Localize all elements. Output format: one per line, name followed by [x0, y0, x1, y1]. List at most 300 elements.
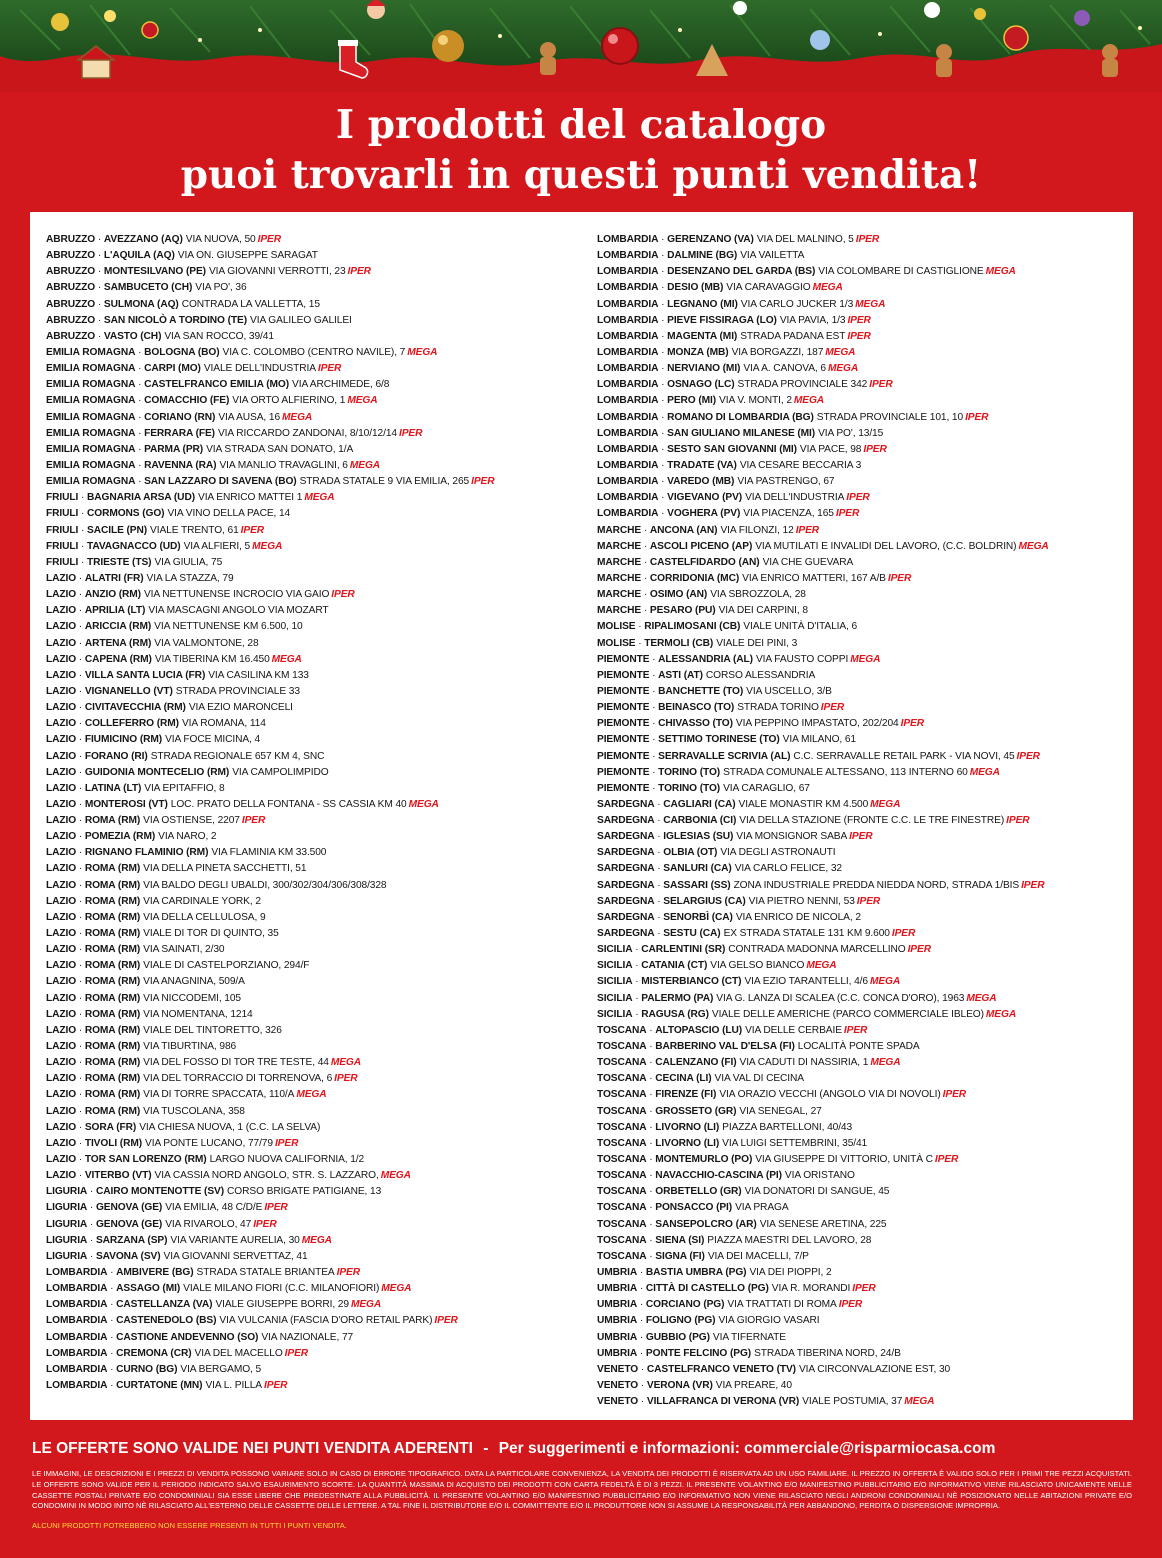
store-format-badge: MEGA: [271, 653, 302, 665]
store-separator: ·: [76, 685, 85, 697]
store-format-badge: IPER: [835, 508, 860, 520]
store-format-badge: IPER: [240, 524, 265, 536]
store-region: TOSCANA: [597, 1089, 647, 1101]
store-city: SARZANA (SP): [95, 1234, 168, 1246]
store-city: BARBERINO VAL D'ELSA (FI): [655, 1041, 795, 1053]
store-separator: ·: [76, 1024, 85, 1036]
store-separator: ·: [135, 395, 145, 407]
store-separator: ·: [87, 1218, 96, 1230]
store-separator: ·: [76, 976, 85, 988]
store-region: TOSCANA: [597, 1250, 647, 1262]
store-city: PERO (MI): [667, 395, 717, 407]
store-row: [46, 1039, 586, 1055]
store-row: [46, 1168, 586, 1184]
store-address: VIA ENRICO MATTEI 1: [198, 492, 303, 504]
store-separator: ·: [135, 363, 145, 375]
store-row: [46, 1249, 586, 1265]
store-row: [46, 1087, 586, 1103]
store-format-badge: MEGA: [793, 395, 825, 407]
store-separator: ·: [76, 960, 85, 972]
store-address: VIA SAINATI, 2/30: [143, 944, 225, 956]
title-line-1: I prodotti del catalogo: [335, 102, 827, 148]
store-address: VIA VINO DELLA PACE, 14: [167, 508, 291, 520]
store-address: VIA TIBURTINA, 986: [143, 1041, 237, 1053]
store-row: [46, 1265, 586, 1281]
store-format-badge: IPER: [934, 1154, 959, 1166]
store-city: FORANO (RI): [84, 750, 148, 762]
store-row: [46, 490, 586, 506]
store-city: CAPENA (RM): [84, 653, 152, 665]
store-region: TOSCANA: [597, 1073, 647, 1085]
store-row: [597, 297, 1127, 313]
store-separator: ·: [76, 1105, 85, 1117]
store-row: [597, 1394, 1127, 1410]
store-address: VIA GIUSEPPE DI VITTORIO, UNITÀ C: [755, 1154, 933, 1166]
store-address: VIA MILANO, 61: [782, 734, 856, 746]
store-separator: ·: [76, 1073, 85, 1085]
store-address: VIA GIORGIO VASARI: [718, 1315, 820, 1327]
store-address: VIA CASILINA KM 133: [208, 669, 309, 681]
store-format-badge: MEGA: [904, 1396, 935, 1408]
store-region: PIEMONTE: [597, 718, 650, 730]
store-city: FIRENZE (FI): [655, 1089, 717, 1101]
store-row: [597, 1023, 1127, 1039]
store-city: PIEVE FISSIRAGA (LO): [667, 314, 777, 326]
store-row: [46, 878, 586, 894]
store-separator: ·: [95, 314, 104, 326]
store-city: MISTERBIANCO (CT): [641, 976, 742, 988]
store-region: PIEMONTE: [597, 669, 650, 681]
store-region: FRIULI: [46, 508, 79, 520]
store-row: [597, 991, 1127, 1007]
store-city: VITERBO (VT): [84, 1170, 152, 1182]
store-separator: ·: [637, 1267, 646, 1278]
store-row: [46, 410, 586, 426]
store-region: ABRUZZO: [46, 330, 96, 342]
store-region: FRIULI: [46, 540, 79, 552]
store-separator: ·: [107, 1299, 117, 1311]
store-city: CASTELFRANCO VENETO (TV): [646, 1363, 796, 1375]
store-address: VIA RICCARDO ZANDONAI, 8/10/12/14: [217, 427, 397, 439]
store-format-badge: MEGA: [806, 960, 837, 972]
store-address: VIA FLAMINIA KM 33.500: [211, 847, 327, 859]
store-region: TOSCANA: [597, 1105, 647, 1117]
store-city: CHIVASSO (TO): [658, 718, 733, 730]
store-region: SICILIA: [597, 992, 633, 1004]
store-separator: ·: [638, 1363, 647, 1375]
store-address: VIA VAL DI CECINA: [714, 1073, 804, 1085]
store-format-badge: IPER: [434, 1315, 458, 1327]
store-address: VIA ARCHIMEDE, 6/8: [292, 379, 390, 391]
store-format-badge: IPER: [900, 718, 925, 730]
store-address: VIA CHIESA NUOVA, 1 (C.C. LA SELVA): [139, 1121, 321, 1133]
store-city: ASCOLI PICENO (AP): [649, 540, 753, 552]
store-format-badge: IPER: [795, 524, 820, 536]
store-city: PONSACCO (PI): [655, 1202, 733, 1214]
store-format-badge: MEGA: [330, 1057, 362, 1069]
store-region: FRIULI: [46, 492, 79, 504]
store-format-badge: IPER: [942, 1089, 967, 1101]
store-address: VIA DEGLI ASTRONAUTI: [720, 847, 836, 859]
store-address: VIA MUTILATI E INVALIDI DEL LAVORO, (C.C. BOLDRIN): [755, 540, 1017, 552]
store-row: [597, 636, 1127, 652]
store-row: [597, 1055, 1127, 1071]
store-address: VIA USCELLO, 3/B: [746, 685, 832, 697]
store-city: LEGNANO (MI): [667, 298, 738, 310]
store-separator: ·: [649, 685, 659, 697]
store-separator: ·: [649, 669, 659, 681]
store-row: [597, 474, 1127, 490]
store-city: CORMONS (GO): [87, 508, 165, 520]
store-region: LOMBARDIA: [597, 314, 659, 326]
store-format-badge: MEGA: [1018, 540, 1049, 552]
store-format-badge: IPER: [1021, 879, 1045, 891]
store-format-badge: IPER: [838, 1299, 863, 1311]
store-separator: ·: [107, 1363, 117, 1375]
store-region: SARDEGNA: [597, 879, 655, 891]
store-row: [597, 732, 1127, 748]
store-city: CORIANO (RN): [144, 411, 216, 423]
store-region: LOMBARDIA: [597, 476, 659, 488]
store-separator: ·: [76, 1089, 85, 1101]
store-region: TOSCANA: [597, 1024, 647, 1036]
store-row: [597, 1071, 1127, 1087]
store-region: LAZIO: [46, 1057, 77, 1069]
store-separator: ·: [76, 669, 85, 681]
store-row: [597, 361, 1127, 377]
store-region: LAZIO: [46, 1041, 77, 1053]
store-row: [597, 264, 1127, 280]
store-address: VIA ON. GIUSEPPE SARAGAT: [177, 250, 318, 262]
store-separator: ·: [654, 831, 664, 843]
store-region: LAZIO: [46, 637, 77, 649]
store-city: SAVONA (SV): [95, 1250, 161, 1262]
store-city: SAMBUCETO (CH): [103, 282, 193, 294]
store-address: VIA CARDINALE YORK, 2: [143, 895, 261, 907]
store-region: SICILIA: [597, 944, 633, 956]
store-row: [597, 410, 1127, 426]
store-row: [597, 1200, 1127, 1216]
store-row: [597, 442, 1127, 458]
store-region: LAZIO: [46, 863, 77, 875]
store-address: VIA PONTE LUCANO, 77/79: [145, 1137, 273, 1149]
store-region: PIEMONTE: [597, 766, 650, 778]
store-address: EX STRADA STATALE 131 KM 9.600: [723, 928, 890, 940]
store-region: LAZIO: [46, 798, 77, 810]
store-city: SETTIMO TORINESE (TO): [658, 734, 780, 746]
footer-separator: -: [483, 1440, 489, 1457]
store-row: [46, 1055, 586, 1071]
store-address: VIA MASCAGNI ANGOLO VIA MOZART: [148, 605, 329, 617]
store-row: [597, 861, 1127, 877]
store-city: SAN LAZZARO DI SAVENA (BO): [144, 476, 297, 488]
store-address: STRADA COMUNALE ALTESSANO, 113 INTERNO 60: [723, 766, 968, 778]
store-region: PIEMONTE: [597, 750, 650, 762]
store-row: [46, 765, 586, 781]
store-address: VIALE TRENTO, 61: [150, 524, 239, 536]
store-row: [46, 313, 586, 329]
store-region: PIEMONTE: [597, 685, 650, 697]
store-region: EMILIA ROMAGNA: [46, 346, 136, 358]
store-row: [597, 619, 1127, 635]
store-separator: ·: [76, 621, 85, 633]
store-row: [46, 1217, 586, 1233]
store-separator: ·: [641, 540, 650, 552]
christmas-garland-banner: [0, 0, 1162, 92]
store-separator: ·: [646, 1234, 656, 1246]
store-region: LOMBARDIA: [597, 395, 659, 407]
store-format-badge: MEGA: [850, 653, 881, 665]
store-address: STRADA PROVINCIALE 342: [737, 379, 868, 391]
store-address: VIA ORAZIO VECCHI (ANGOLO VIA DI NOVOLI): [719, 1089, 941, 1101]
store-format-badge: IPER: [241, 815, 266, 827]
store-region: LOMBARDIA: [597, 363, 659, 375]
store-row: [597, 377, 1127, 393]
store-separator: ·: [76, 928, 85, 940]
store-address: VIA PASTRENGO, 67: [737, 476, 835, 488]
store-address: VIA MONSIGNOR SABA: [736, 831, 848, 843]
store-region: LOMBARDIA: [46, 1363, 108, 1375]
store-row: [46, 845, 586, 861]
store-address: VIA VULCANIA (FASCIA D'ORO RETAIL PARK): [219, 1315, 433, 1327]
store-separator: ·: [646, 1057, 656, 1069]
store-region: LAZIO: [46, 928, 77, 940]
store-region: LAZIO: [46, 1170, 77, 1182]
store-region: SICILIA: [597, 976, 633, 988]
store-address: VIA LA STAZZA, 79: [146, 572, 234, 584]
store-row: [597, 700, 1127, 716]
store-city: CATANIA (CT): [641, 960, 708, 972]
store-address: LARGO NUOVA CALIFORNIA, 1/2: [209, 1154, 365, 1166]
store-format-badge: IPER: [856, 895, 881, 907]
store-row: [597, 1313, 1127, 1329]
store-city: IGLESIAS (SU): [663, 831, 734, 843]
store-region: SICILIA: [597, 1008, 633, 1020]
store-city: ALATRI (FR): [84, 572, 144, 584]
store-row: [597, 797, 1127, 813]
store-city: OLBIA (OT): [663, 847, 718, 859]
store-address: CORSO ALESSANDRIA: [705, 669, 816, 681]
store-row: [46, 571, 586, 587]
store-row: [597, 426, 1127, 442]
store-format-badge: IPER: [334, 1073, 358, 1085]
store-separator: ·: [76, 1057, 85, 1069]
store-row: [46, 1297, 586, 1313]
store-separator: ·: [654, 928, 664, 940]
store-region: SARDEGNA: [597, 928, 655, 940]
store-region: TOSCANA: [597, 1057, 647, 1069]
store-city: TAVAGNACCO (UD): [87, 540, 181, 552]
store-city: AMBIVERE (BG): [116, 1267, 194, 1278]
store-address: STRADA PADANA EST: [740, 330, 846, 342]
store-format-badge: MEGA: [870, 1057, 901, 1069]
store-address: VIA DELL'INDUSTRIA: [745, 492, 845, 504]
store-row: [597, 1362, 1127, 1378]
store-row: [46, 442, 586, 458]
store-address: VIA DEI CARPINI, 8: [718, 605, 808, 617]
store-row: [46, 732, 586, 748]
store-city: ROMA (RM): [84, 863, 141, 875]
store-city: RAVENNA (RA): [144, 459, 217, 471]
title-line-2: puoi trovarli in questi punti vendita!: [180, 152, 982, 198]
store-region: MOLISE: [597, 621, 636, 633]
store-row: [597, 958, 1127, 974]
store-city: VERONA (VR): [646, 1379, 713, 1391]
store-format-badge: MEGA: [347, 395, 378, 407]
store-address: VIA CESARE BECCARIA 3: [739, 459, 862, 471]
store-address: VIA G. LANZA DI SCALEA (C.C. CONCA D'ORO), 1963: [716, 992, 965, 1004]
store-separator: ·: [658, 411, 668, 423]
store-region: FRIULI: [46, 524, 79, 536]
store-city: ROMA (RM): [84, 960, 141, 972]
store-address: STRADA PROVINCIALE 101, 10: [816, 411, 964, 423]
store-row: [46, 329, 586, 345]
store-city: ROMA (RM): [84, 1024, 141, 1036]
store-format-badge: IPER: [843, 1024, 868, 1036]
store-region: MARCHE: [597, 589, 642, 601]
store-row: [597, 280, 1127, 296]
store-city: TORINO (TO): [658, 782, 721, 794]
store-separator: ·: [87, 1234, 96, 1246]
store-row: [46, 539, 586, 555]
store-city: GENOVA (GE): [95, 1202, 163, 1214]
store-city: ROMA (RM): [84, 944, 141, 956]
store-city: ROMA (RM): [84, 976, 141, 988]
store-separator: ·: [76, 831, 85, 843]
store-format-badge: IPER: [855, 234, 880, 245]
store-address: VIA PACE, 98: [799, 443, 862, 455]
store-separator: ·: [632, 960, 642, 972]
store-address: VIA DELLA PINETA SACCHETTI, 51: [143, 863, 307, 875]
store-region: VENETO: [597, 1379, 639, 1391]
store-row: [46, 474, 586, 490]
store-separator: ·: [87, 1250, 96, 1262]
store-format-badge: MEGA: [252, 540, 283, 552]
store-address: VIA DEL TORRACCIO DI TORRENOVA, 6: [143, 1073, 333, 1085]
store-separator: ·: [658, 250, 668, 262]
store-row: [597, 1378, 1127, 1394]
store-region: EMILIA ROMAGNA: [46, 427, 136, 439]
store-format-badge: IPER: [820, 702, 845, 714]
store-row: [46, 1346, 586, 1362]
store-city: NAVACCHIO-CASCINA (PI): [655, 1170, 782, 1182]
store-separator: ·: [632, 976, 642, 988]
store-city: OSNAGO (LC): [667, 379, 735, 391]
store-address: VIA TIFERNATE: [712, 1331, 786, 1343]
store-address: VIA ALFIERI, 5: [183, 540, 251, 552]
store-city: CASTENEDOLO (BS): [116, 1315, 217, 1327]
store-separator: ·: [107, 1267, 117, 1278]
store-list-left-column: [46, 232, 586, 1394]
store-region: LAZIO: [46, 669, 77, 681]
store-region: SARDEGNA: [597, 847, 655, 859]
store-separator: ·: [658, 282, 668, 294]
store-row: [46, 1136, 586, 1152]
store-region: TOSCANA: [597, 1154, 647, 1166]
store-address: VIA CADUTI DI NASSIRIA, 1: [739, 1057, 869, 1069]
store-region: LAZIO: [46, 718, 77, 730]
store-region: LIGURIA: [46, 1234, 88, 1246]
page-title: [0, 100, 1162, 200]
store-separator: ·: [76, 572, 85, 584]
store-city: VASTO (CH): [103, 330, 162, 342]
store-city: SULMONA (AQ): [103, 298, 179, 310]
store-region: LAZIO: [46, 734, 77, 746]
store-address: VIA DI TORRE SPACCATA, 110/A: [143, 1089, 295, 1101]
store-format-badge: IPER: [869, 379, 893, 391]
store-row: [597, 345, 1127, 361]
store-row: [46, 716, 586, 732]
store-separator: ·: [76, 992, 85, 1004]
store-row: [597, 1104, 1127, 1120]
store-separator: ·: [658, 443, 668, 455]
store-row: [46, 991, 586, 1007]
store-region: SICILIA: [597, 960, 633, 972]
store-address: VIALE MILANO FIORI (C.C. MILANOFIORI): [183, 1283, 380, 1295]
store-address: VIA SENESE ARETINA, 225: [759, 1218, 887, 1230]
store-region: LOMBARDIA: [597, 346, 659, 358]
store-separator: ·: [646, 1154, 656, 1166]
store-city: ANCONA (AN): [649, 524, 718, 536]
store-separator: ·: [78, 540, 87, 552]
store-separator: ·: [658, 363, 668, 375]
store-row: [46, 587, 586, 603]
store-region: LIGURIA: [46, 1250, 88, 1262]
store-separator: ·: [76, 718, 85, 730]
store-separator: ·: [135, 411, 145, 423]
store-region: LAZIO: [46, 895, 77, 907]
store-row: [597, 749, 1127, 765]
store-city: SELARGIUS (CA): [663, 895, 746, 907]
store-address: VIA NICCODEMI, 105: [143, 992, 241, 1004]
store-address: VIA NETTUNENSE INCROCIO VIA GAIO: [143, 589, 330, 601]
store-city: ANZIO (RM): [84, 589, 141, 601]
store-region: TOSCANA: [597, 1041, 647, 1053]
store-row: [46, 1233, 586, 1249]
store-address: VIA EZIO TARANTELLI, 4/6: [744, 976, 868, 988]
store-separator: ·: [658, 508, 668, 520]
store-city: VILLA SANTA LUCIA (FR): [84, 669, 206, 681]
store-row: [597, 490, 1127, 506]
store-address: VIA PREARE, 40: [715, 1379, 792, 1391]
store-format-badge: IPER: [907, 944, 931, 956]
store-region: LAZIO: [46, 911, 77, 923]
store-separator: ·: [637, 1315, 646, 1327]
store-city: BAGNARIA ARSA (UD): [87, 492, 195, 504]
store-address: STRADA TIBERINA NORD, 24/B: [754, 1347, 901, 1359]
store-separator: ·: [135, 346, 145, 358]
store-separator: ·: [76, 782, 85, 794]
store-separator: ·: [658, 346, 668, 358]
store-separator: ·: [646, 1186, 656, 1198]
store-address: STRADA STATALE BRIANTEA: [196, 1267, 335, 1278]
store-format-badge: IPER: [471, 476, 495, 488]
store-region: LOMBARDIA: [46, 1299, 108, 1311]
store-format-badge: IPER: [264, 1202, 288, 1214]
store-separator: ·: [658, 476, 668, 488]
store-format-badge: IPER: [849, 831, 873, 843]
store-region: LAZIO: [46, 750, 77, 762]
store-row: [46, 781, 586, 797]
store-separator: ·: [658, 459, 668, 471]
store-region: UMBRIA: [597, 1267, 638, 1278]
store-city: GUIDONIA MONTECELIO (RM): [84, 766, 230, 778]
store-region: LOMBARDIA: [46, 1379, 108, 1391]
store-city: BEINASCO (TO): [658, 702, 735, 714]
store-row: [46, 1330, 586, 1346]
store-city: ROMA (RM): [84, 1041, 141, 1053]
store-region: LAZIO: [46, 960, 77, 972]
